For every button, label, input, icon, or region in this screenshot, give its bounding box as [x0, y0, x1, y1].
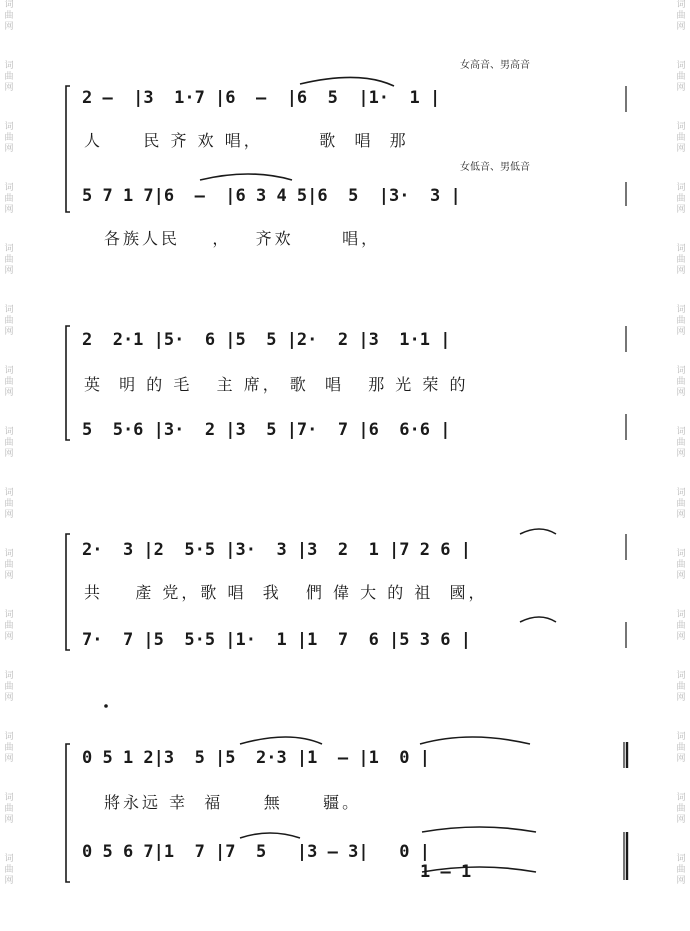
watermark-char: 曲 — [676, 438, 686, 448]
watermark-char: 词 — [676, 427, 686, 437]
system-4-lyrics: 將永远 幸 福 無 疆。 — [104, 793, 362, 812]
watermark-char: 网 — [4, 327, 14, 337]
voice-label-lower: 女低音、男低音 — [460, 162, 530, 173]
watermark-char: 曲 — [4, 865, 14, 875]
system-3-bracket — [66, 534, 70, 650]
watermark-char: 网 — [676, 876, 686, 886]
watermark-char: 词 — [4, 671, 14, 681]
watermark-char: 曲 — [4, 72, 14, 82]
watermark-char: 曲 — [676, 316, 686, 326]
watermark-char: 词 — [4, 427, 14, 437]
tie-s4-lower — [240, 833, 300, 838]
watermark-char: 词 — [4, 793, 14, 803]
watermark-char: 词 — [676, 305, 686, 315]
tie-s3-lower — [520, 617, 556, 622]
watermark-char: 曲 — [676, 865, 686, 875]
system-3-lyrics: 共 產 党，歌 唱 我 們 偉 大 的 祖 國， — [84, 583, 488, 602]
tie-s4-lower-2 — [422, 827, 536, 832]
watermark-char: 网 — [4, 22, 14, 32]
watermark-char: 网 — [676, 327, 686, 337]
watermark-char: 网 — [676, 388, 686, 398]
watermark-char: 词 — [676, 793, 686, 803]
watermark-char: 曲 — [676, 72, 686, 82]
watermark-char: 网 — [676, 510, 686, 520]
watermark-char: 曲 — [676, 560, 686, 570]
watermark-char: 网 — [676, 449, 686, 459]
watermark-char: 网 — [676, 754, 686, 764]
tie-s4-lower-3 — [422, 867, 536, 872]
watermark-char: 网 — [4, 83, 14, 93]
system-2-bracket — [66, 326, 70, 440]
watermark-char: 曲 — [4, 804, 14, 814]
watermark-char: 词 — [676, 854, 686, 864]
watermark-char: 词 — [676, 671, 686, 681]
tie-s4-upper-2 — [420, 737, 530, 744]
watermark-char: 曲 — [4, 133, 14, 143]
watermark-char: 曲 — [4, 255, 14, 265]
watermark-char: 曲 — [4, 194, 14, 204]
watermark-char: 词 — [676, 122, 686, 132]
system-3-upper-notes: 2· 3 |2 5·5 |3· 3 |3 2 1 |7 2 6 | — [82, 540, 471, 560]
watermark-char: 曲 — [4, 560, 14, 570]
system-4-lower-notes: 0 5 6 7|1 7 |7 5 |3 – 3| 0 | — [82, 842, 430, 862]
system-4-bracket — [66, 744, 70, 882]
system-3-lower-notes: 7· 7 |5 5·5 |1· 1 |1 7 6 |5 3 6 | — [82, 630, 471, 650]
watermark-char: 网 — [676, 815, 686, 825]
watermark-char: 词 — [4, 488, 14, 498]
watermark-char: 词 — [4, 732, 14, 742]
watermark-char: 词 — [4, 366, 14, 376]
system-4-lower-notes-bottom: 1 – 1 — [420, 862, 472, 882]
tie-s1-lower — [200, 174, 292, 180]
watermark-char: 曲 — [676, 11, 686, 21]
watermark-char: 网 — [676, 571, 686, 581]
voice-label-upper: 女高音、男高音 — [460, 60, 530, 71]
watermark-char: 曲 — [4, 316, 14, 326]
watermark-char: 词 — [676, 183, 686, 193]
watermark-char: 曲 — [676, 743, 686, 753]
watermark-char: 网 — [676, 144, 686, 154]
watermark-char: 词 — [4, 0, 14, 10]
watermark-char: 词 — [676, 244, 686, 254]
tie-s1-upper — [300, 77, 394, 86]
watermark-char: 网 — [676, 83, 686, 93]
watermark-char: 网 — [4, 632, 14, 642]
watermark-char: 曲 — [4, 438, 14, 448]
system-1-lower-lyrics: 各族人民 ， 齐欢 唱， — [104, 229, 381, 248]
watermark-char: 网 — [676, 22, 686, 32]
watermark-char: 词 — [4, 61, 14, 71]
watermark-char: 词 — [4, 244, 14, 254]
watermark-char: 曲 — [676, 682, 686, 692]
watermark-char: 网 — [4, 449, 14, 459]
system-1-bracket — [66, 86, 70, 212]
watermark-char: 词 — [4, 549, 14, 559]
watermark-char: 曲 — [4, 682, 14, 692]
watermark-char: 曲 — [4, 11, 14, 21]
watermark-char: 曲 — [676, 621, 686, 631]
tie-s4-upper — [240, 737, 322, 744]
watermark-char: 词 — [676, 610, 686, 620]
watermark-char: 词 — [4, 122, 14, 132]
watermark-char: 网 — [676, 632, 686, 642]
watermark-char: 网 — [676, 205, 686, 215]
watermark-char: 词 — [676, 488, 686, 498]
watermark-char: 曲 — [4, 621, 14, 631]
watermark-char: 曲 — [676, 255, 686, 265]
system-2-lyrics: 英 明 的 毛 主 席， 歌 唱 那 光 荣 的 — [84, 375, 469, 394]
watermark-char: 词 — [676, 732, 686, 742]
system-1-upper-lyrics: 人 民 齐 欢 唱， 歌 唱 那 — [84, 131, 409, 150]
system-4-upper-notes: 0 5 1 2|3 5 |5 2·3 |1 – |1 0 | — [82, 748, 430, 768]
system-2-lower-notes: 5 5·6 |3· 2 |3 5 |7· 7 |6 6·6 | — [82, 420, 451, 440]
watermark-char: 网 — [4, 876, 14, 886]
watermark-char: 词 — [676, 366, 686, 376]
system-1-upper-notes: 2 – |3 1·7 |6 – |6 5 |1· 1 | — [82, 88, 441, 108]
watermark-char: 词 — [676, 0, 686, 10]
watermark-char: 词 — [676, 61, 686, 71]
watermark-char: 网 — [4, 144, 14, 154]
watermark-char: 曲 — [676, 377, 686, 387]
watermark-char: 网 — [4, 205, 14, 215]
watermark-char: 网 — [4, 510, 14, 520]
watermark-char: 曲 — [676, 194, 686, 204]
watermark-char: 网 — [4, 693, 14, 703]
watermark-char: 词 — [4, 183, 14, 193]
watermark-char: 词 — [676, 549, 686, 559]
watermark-char: 网 — [4, 266, 14, 276]
watermark-char: 网 — [676, 266, 686, 276]
watermark-char: 网 — [4, 815, 14, 825]
watermark-char: 词 — [4, 854, 14, 864]
watermark-char: 网 — [4, 388, 14, 398]
watermark-char: 词 — [4, 305, 14, 315]
watermark-char: 曲 — [676, 499, 686, 509]
watermark-char: 曲 — [4, 499, 14, 509]
tie-s3-upper — [520, 529, 556, 534]
watermark-char: 曲 — [676, 133, 686, 143]
watermark-char: 词 — [4, 610, 14, 620]
watermark-char: 曲 — [4, 377, 14, 387]
system-1-lower-notes: 5 7 1 7|6 – |6 3 4 5|6 5 |3· 3 | — [82, 186, 461, 206]
watermark-char: 曲 — [676, 804, 686, 814]
watermark-char: 网 — [4, 754, 14, 764]
watermark-char: 曲 — [4, 743, 14, 753]
watermark-char: 网 — [4, 571, 14, 581]
watermark-char: 网 — [676, 693, 686, 703]
system-2-upper-notes: 2 2·1 |5· 6 |5 5 |2· 2 |3 1·1 | — [82, 330, 451, 350]
